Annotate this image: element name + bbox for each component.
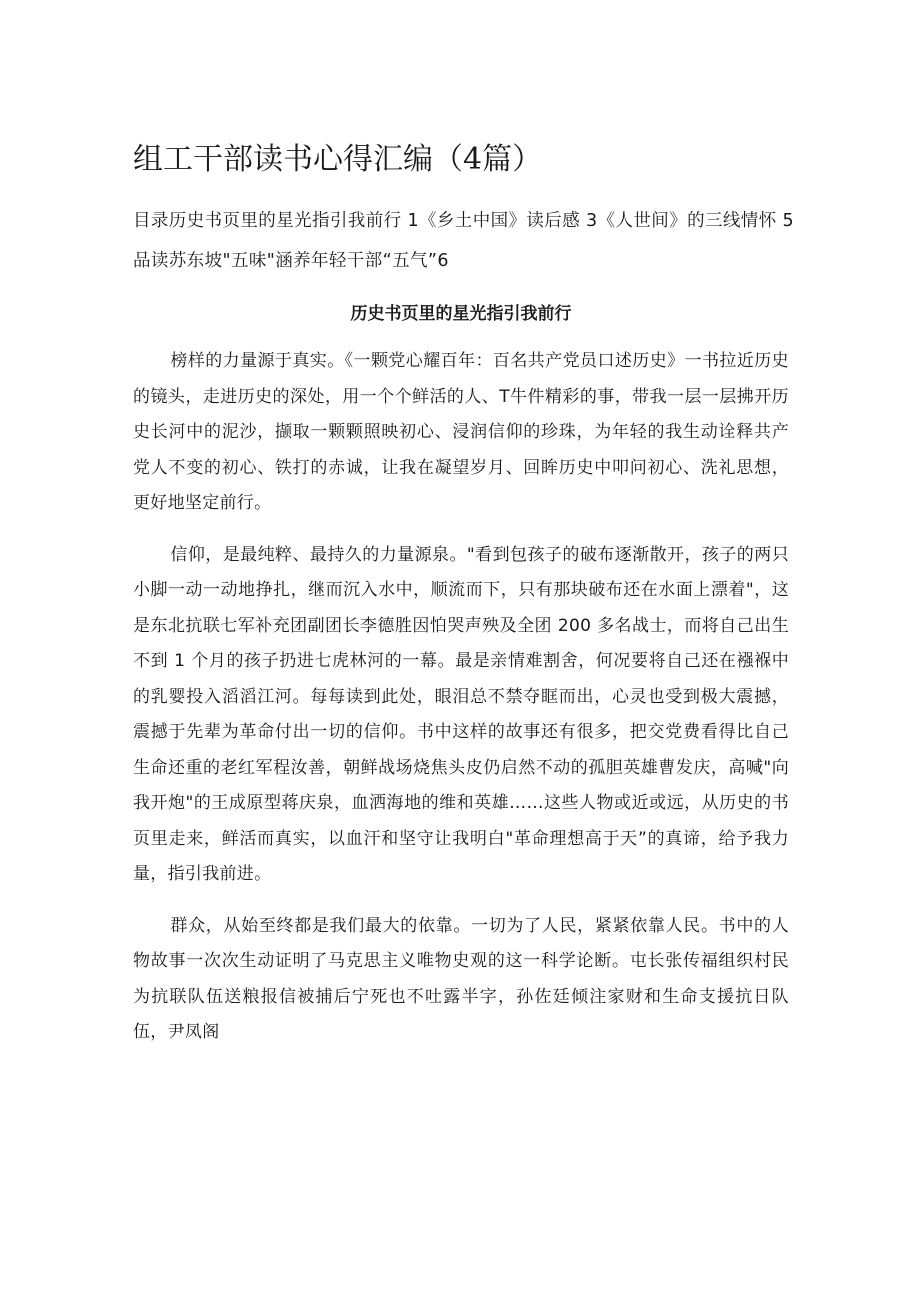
paragraph-3: 群众，从始至终都是我们最大的依靠。一切为了人民，紧紧依靠人民。书中的人物故事一次次生动证明了马克思主义唯物史观的这一科学论断。屯长张传福组织村民为抗联队伍送粮报信被捕后宁死也不吐露半字，孙佐廷倾注家财和生命支援抗日队伍，尹凤阁 (133, 915, 789, 1042)
table-of-contents: 目录历史书页里的星光指引我前行 1《乡土中国》读后感 3《人世间》的三线情怀 5 品读苏东坡"五味"涵养年轻干部“五气”6 (133, 211, 795, 271)
article-body (133, 344, 789, 1067)
paragraph-2: 信仰，是最纯粹、最持久的力量源泉。"看到包孩子的破布逐渐散开，孩子的两只小脚一动一动地挣扎，继而沉入水中，顺流而下，只有那块破布还在水面上漂着"，这是东北抗联七军补充团副团长李德胜因怕哭声殃及全团 200 多名战士，而将自己出生不到 1 个月的孩子扔进七虎林河的一幕。最是亲情难割舍，何况要将自己还在襁褓中的乳婴投入滔滔江河。每每读到此处，眼泪总不禁夺眶而出，心灵也受到极大震撼，震撼于先辈为革命付出一切的信仰。书中这样的故事还有很多，把交党费看得比自己生命还重的老红军程汝善，朝鲜战场烧焦头皮仍启然不动的孤胆英雄曹发庆，高喊"向我开炮"的王成原型蒋庆泉，血洒海地的维和英雄……这些人物或近或远，从历史的书页里走来，鲜活而真实，以血汗和坚守让我明白"革命理想高于天”的真谛，给予我力量，指引我前进。 (133, 544, 789, 884)
document-title: 组工干部读书心得汇编（4篇） (133, 142, 543, 177)
section-heading: 历史书页里的星光指引我前行 (350, 304, 572, 324)
paragraph-1: 榜样的力量源于真实。《一颗党心耀百年：百名共产党员口述历史》一书拉近历史的镜头，走进历史的深处，用一个个鲜活的人、T牛件精彩的事，带我一层一层拂开历史长河中的泥沙，撷取一颗颗照映初心、浸润信仰的珍珠，为年轻的我生动诠释共产党人不变的初心、铁打的赤诚，让我在凝望岁月、回眸历史中叩问初心、洗礼思想，更好地坚定前行。 (133, 351, 789, 513)
